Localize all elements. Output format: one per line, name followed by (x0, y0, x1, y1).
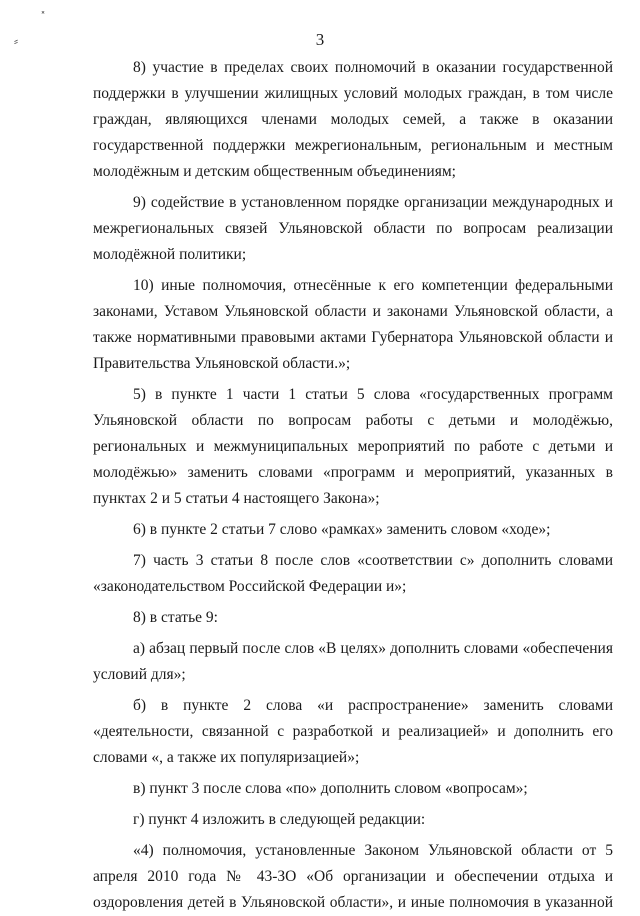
paragraph: 9) содействие в установленном порядке организации международных и межрегиональных связей Ульяновской области по вопросам реализации молодёжной политики; (93, 194, 613, 263)
paragraph: «4) полномочия, установленные Законом Ульяновской области от 5 апреля 2010 года № 43-ЗО «Об организации и обеспечении отдыха и оздоровления детей в Ульяновской области», и иные полномочия в указанной (93, 842, 613, 911)
paragraph: 8) в статье 9: (133, 609, 218, 626)
paragraph: б) в пункте 2 слова «и распространение» заменить словами «деятельности, связанной с разработкой и реализацией» и дополнить его словами «, а также их популяризацией»; (93, 697, 613, 766)
paragraph: г) пункт 4 изложить в следующей редакции: (133, 811, 426, 828)
page-number: 3 (315, 30, 325, 49)
paragraph: 6) в пункте 2 статьи 7 слово «рамках» заменить словом «ходе»; (133, 521, 551, 538)
paragraph: а) абзац первый после слов «В целях» дополнить словами «обеспечения условий для»; (93, 640, 613, 683)
paragraph: 5) в пункте 1 части 1 статьи 5 слова «государственных программ Ульяновской области по вопросам работы с детьми и молодёжью, региональных и межмуниципальных мероприятий по работе с детьми и молодёжью» заменить словами «программ и мероприятий, указанных в пунктах 2 и 5 статьи 4 настоящего Закона»; (93, 386, 613, 507)
paragraph: 7) часть 3 статьи 8 после слов «соответствии с» дополнить словами «законодательством Российской Федерации и»; (93, 552, 613, 595)
scan-artifact: ⸗ (14, 34, 18, 48)
paragraph: в) пункт 3 после слова «по» дополнить словом «вопросам»; (133, 780, 528, 797)
paragraph: 8) участие в пределах своих полномочий в оказании государственной поддержки в улучшении жилищных условий молодых граждан, в том числе граждан, являющихся членами молодых семей, а также в оказании государственной поддержки межрегиональным, региональным и местным молодёжным и детским общественным объединениям; (93, 59, 613, 180)
paragraph: 10) иные полномочия, отнесённые к его компетенции федеральными законами, Уставом Ульяновской области и законами Ульяновской области, а также нормативными правовыми актами Губернатора Ульяновской области и Правительства Ульяновской области.»; (93, 277, 613, 372)
scan-artifact: ˟ (40, 10, 46, 24)
document-body (93, 55, 613, 916)
